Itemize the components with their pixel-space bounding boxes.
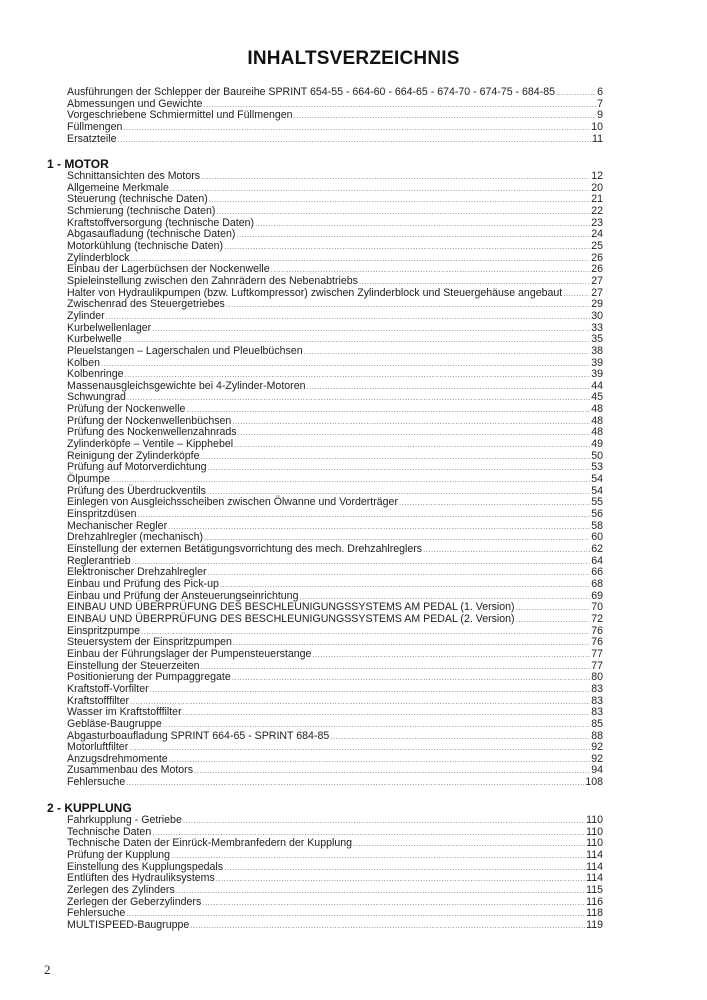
toc-entry-page: 49 [591, 438, 603, 451]
toc-entry-label: Drehzahlregler (mechanisch) [67, 531, 204, 544]
toc-entry-page: 27 [591, 274, 603, 287]
dot-leader [152, 323, 590, 335]
toc-entry[interactable] [67, 765, 603, 777]
toc-entry-label: Einspritzpumpe [67, 624, 141, 637]
toc-entry-label: Kraftstoffversorgung (technische Daten) [67, 216, 255, 229]
dot-leader [201, 171, 590, 183]
dot-leader [516, 614, 591, 626]
toc-entry-page: 110 [586, 814, 603, 826]
toc-entry-label: Prüfung des Nockenwellenzahnrads [67, 426, 237, 439]
dot-leader [208, 567, 591, 579]
toc-entry-page: 76 [591, 636, 603, 649]
dot-leader [127, 392, 590, 404]
toc-entry-label: Technische Daten [67, 825, 152, 838]
toc-entry-page: 45 [591, 391, 603, 404]
dot-leader [516, 602, 591, 614]
dot-leader [106, 311, 591, 323]
toc-entry-page: 92 [591, 752, 603, 765]
toc-entry-page: 26 [591, 263, 603, 276]
toc-entry-label: Steuersystem der Einspritzpumpen [67, 636, 232, 649]
dot-leader [224, 862, 585, 874]
toc-entry[interactable] [67, 649, 603, 661]
dot-leader [171, 850, 585, 862]
dot-leader [194, 765, 590, 777]
toc-entry[interactable] [67, 731, 603, 743]
toc-entry-page: 69 [591, 589, 603, 602]
toc-section-motor-list [67, 171, 603, 789]
toc-entry-label: Allgemeine Merkmale [67, 181, 169, 194]
toc-entry-page: 83 [591, 694, 603, 707]
toc-entry[interactable] [67, 885, 603, 897]
toc-entry-label: Kolbenringe [67, 368, 124, 381]
dot-leader [556, 87, 596, 99]
toc-entry[interactable] [67, 311, 603, 323]
toc-entry-page: 116 [586, 895, 603, 908]
toc-entry-page: 54 [591, 473, 603, 486]
toc-entry-label: Abmessungen und Gewichte [67, 97, 203, 110]
dot-leader [312, 649, 590, 661]
toc-entry-label: Technische Daten der Einrück-Membranfedern der Kupplung [67, 837, 353, 850]
toc-entry-label: Reglerantrieb [67, 554, 131, 567]
toc-entry-label: Halter von Hydraulikpumpen (bzw. Luftkompressor) zwischen Zylinderblock und Steuergehäuse angebaut [67, 286, 563, 299]
toc-entry-label: Wasser im Kraftstofffilter [67, 706, 182, 719]
toc-entry-page: 88 [591, 729, 603, 742]
dot-leader [236, 229, 590, 241]
toc-entry-label: Gebläse-Baugruppe [67, 717, 162, 730]
dot-leader [304, 346, 591, 358]
toc-entry-label: Schnittansichten des Motors [67, 170, 201, 182]
dot-leader [224, 241, 590, 253]
dot-leader [170, 183, 590, 195]
toc-entry-page: 85 [591, 717, 603, 730]
toc-entry-page: 115 [586, 883, 603, 896]
toc-entry[interactable] [67, 358, 603, 370]
toc-entry-page: 53 [591, 461, 603, 474]
dot-leader [176, 885, 585, 897]
toc-entry[interactable] [67, 815, 603, 827]
section-heading-kupplung: 2 - KUPPLUNG [47, 801, 132, 815]
toc-entry-label: Schmierung (technische Daten) [67, 204, 216, 217]
toc-entry-page: 48 [591, 403, 603, 416]
toc-entry-label: Zerlegen der Geberzylinders [67, 895, 202, 908]
dot-leader [330, 731, 590, 743]
toc-entry[interactable] [67, 171, 603, 183]
dot-leader [201, 451, 591, 463]
toc-entry-page: 119 [586, 918, 603, 931]
toc-entry[interactable] [67, 579, 603, 591]
dot-leader [423, 544, 590, 556]
toc-entry-page: 30 [591, 309, 603, 322]
toc-entry-label: Abgasaufladung (technische Daten) [67, 228, 236, 241]
toc-entry-page: 110 [586, 825, 603, 838]
toc-entry-page: 23 [591, 216, 603, 229]
toc-entry-page: 72 [591, 612, 603, 625]
dot-leader [129, 742, 590, 754]
dot-leader [294, 110, 597, 122]
dot-leader [238, 427, 591, 439]
dot-leader [359, 276, 590, 288]
dot-leader [399, 497, 590, 509]
toc-entry-label: Kolben [67, 356, 100, 369]
toc-entry-label: Einbau und Prüfung des Pick-up [67, 577, 219, 590]
toc-entry-label: EINBAU UND ÜBERPRÜFUNG DES BESCHLEUNIGUNGSSYSTEMS AM PEDAL (2. Version) [67, 612, 515, 625]
dot-leader [220, 579, 590, 591]
toc-entry-label: MULTISPEED-Baugruppe [67, 918, 190, 931]
toc-entry-label: Einspritzdüsen [67, 508, 137, 521]
toc-entry-label: Vorgeschriebene Schmiermittel und Füllmengen [67, 109, 293, 122]
toc-entry-label: Einbau der Lagerbüchsen der Nockenwelle [67, 263, 270, 276]
dot-leader [255, 218, 590, 230]
toc-entry[interactable] [67, 614, 603, 626]
toc-entry-page: 48 [591, 426, 603, 439]
toc-entry[interactable] [67, 719, 603, 731]
toc-entry-page: 60 [591, 531, 603, 544]
toc-entry[interactable] [67, 87, 603, 99]
toc-entry-label: Motorkühlung (technische Daten) [67, 239, 224, 252]
toc-entry-page: 83 [591, 706, 603, 719]
dot-leader [232, 672, 590, 684]
toc-entry-label: Fehlersuche [67, 907, 126, 920]
dot-leader [183, 707, 591, 719]
toc-entry[interactable] [67, 474, 603, 486]
toc-entry-label: Zusammenbau des Motors [67, 764, 194, 777]
toc-entry[interactable] [67, 544, 603, 556]
toc-entry-page: 22 [591, 204, 603, 217]
toc-entry[interactable] [67, 920, 603, 932]
toc-entry-page: 94 [591, 764, 603, 777]
toc-entry-page: 44 [591, 379, 603, 392]
toc-entry-label: Einstellung der Steuerzeiten [67, 659, 200, 672]
toc-entry-page: 62 [591, 543, 603, 555]
toc-entry-label: Zylinder [67, 309, 105, 322]
toc-entry-label: Abgasturboaufladung SPRINT 664-65 - SPRINT 684-85 [67, 729, 330, 742]
dot-leader [111, 474, 590, 486]
dot-leader [123, 122, 590, 134]
toc-entry-page: 110 [586, 837, 603, 850]
dot-leader [138, 509, 591, 521]
dot-leader [101, 358, 590, 370]
dot-leader [216, 873, 585, 885]
toc-entry-page: 26 [591, 251, 603, 264]
toc-entry[interactable] [67, 241, 603, 253]
toc-entry-label: Fehlersuche [67, 776, 126, 789]
toc-entry-label: Kraftstoff-Vorfilter [67, 682, 149, 695]
dot-leader [186, 404, 590, 416]
dot-leader [169, 754, 591, 766]
toc-entry-page: 108 [585, 776, 603, 789]
page-number: 2 [44, 962, 51, 977]
toc-entry-page: 38 [591, 344, 603, 357]
toc-entry-label: Positionierung der Pumpaggregate [67, 671, 231, 684]
toc-entry[interactable] [67, 276, 603, 288]
toc-entry-label: Motorluftfilter [67, 741, 129, 754]
dot-leader [226, 299, 590, 311]
toc-entry-label: Ersatzteile [67, 132, 117, 145]
toc-entry-page: 70 [591, 601, 603, 614]
toc-entry-label: Elektronischer Drehzahlregler [67, 566, 207, 579]
toc-entry-page: 77 [591, 659, 603, 672]
toc-entry-page: 58 [591, 519, 603, 532]
toc-entry-label: Pleuelstangen – Lagerschalen und Pleuelbüchsen [67, 344, 303, 357]
dot-leader [202, 897, 585, 909]
toc-entry-label: Kraftstofffilter [67, 694, 130, 707]
toc-entry[interactable] [67, 897, 603, 909]
toc-entry-label: Zwischenrad des Steuergetriebes [67, 298, 225, 311]
toc-entry[interactable] [67, 110, 603, 122]
section-heading-motor: 1 - MOTOR [47, 157, 109, 171]
toc-entry-label: Einstellung der externen Betätigungsvorrichtung des mech. Drehzahlreglers [67, 543, 423, 555]
toc-entry-page: 11 [592, 132, 603, 145]
toc-entry[interactable] [67, 509, 603, 521]
toc-entry[interactable] [67, 346, 603, 358]
dot-leader [126, 908, 585, 920]
toc-entry-label: Ausführungen der Schlepper der Baureihe SPRINT 654-55 - 664-60 - 664-65 - 674-70 - 674-75 - 684-85 [67, 86, 556, 98]
toc-entry-page: 39 [591, 356, 603, 369]
toc-entry-label: Steuerung (technische Daten) [67, 193, 208, 206]
toc-entry-page: 33 [591, 321, 603, 334]
toc-entry[interactable] [67, 323, 603, 335]
toc-entry-label: Entlüften des Hydrauliksystems [67, 872, 215, 885]
dot-leader [190, 920, 585, 932]
dot-leader [126, 777, 584, 789]
toc-entry-label: Zylinderblock [67, 251, 130, 264]
toc-entry[interactable] [67, 134, 603, 146]
toc-entry-label: Prüfung der Kupplung [67, 848, 171, 861]
toc-entry-page: 114 [586, 848, 603, 861]
toc-entry-label: Einstellung des Kupplungspedals [67, 860, 224, 873]
toc-entry-label: Mechanischer Regler [67, 519, 168, 532]
dot-leader [183, 815, 585, 827]
toc-entry[interactable] [67, 439, 603, 451]
toc-section-kupplung-list [67, 815, 603, 932]
toc-entry-page: 21 [591, 193, 603, 206]
toc-entry-page: 48 [591, 414, 603, 427]
toc-entry-page: 66 [591, 566, 603, 579]
toc-entry-page: 9 [597, 109, 603, 122]
toc-entry-page: 114 [586, 872, 603, 885]
toc-entry-label: Prüfung auf Motorverdichtung [67, 461, 207, 474]
toc-entry-label: Zerlegen des Zylinders [67, 883, 175, 896]
toc-entry-page: 6 [597, 86, 603, 98]
toc-entry[interactable] [67, 777, 603, 789]
toc-entry-label: Füllmengen [67, 120, 123, 133]
toc-entry[interactable] [67, 684, 603, 696]
toc-entry[interactable] [67, 462, 603, 474]
toc-entry-page: 10 [591, 120, 603, 133]
toc-entry-label: Prüfung der Nockenwellenbüchsen [67, 414, 232, 427]
toc-entry-page: 56 [591, 508, 603, 521]
dot-leader [201, 661, 591, 673]
dot-leader [117, 134, 591, 146]
toc-entry-label: Einbau der Führungslager der Pumpensteuerstange [67, 647, 312, 660]
toc-entry-page: 77 [591, 647, 603, 660]
toc-entry-label: Spieleinstellung zwischen den Zahnrädern des Nebenabtriebs [67, 274, 358, 287]
toc-entry-label: Einlegen von Ausgleichsscheiben zwischen Ölwanne und Vorderträger [67, 496, 398, 509]
toc-entry-page: 80 [591, 671, 603, 684]
dot-leader [130, 696, 590, 708]
toc-entry[interactable] [67, 497, 603, 509]
toc-entry[interactable] [67, 206, 603, 218]
toc-entry-page: 92 [591, 741, 603, 754]
toc-entry[interactable] [67, 122, 603, 134]
toc-entry-page: 54 [591, 484, 603, 497]
dot-leader [353, 838, 585, 850]
dot-leader [216, 206, 590, 218]
toc-entry-page: 64 [591, 554, 603, 567]
dot-leader [150, 684, 591, 696]
toc-entry-page: 50 [591, 449, 603, 462]
toc-entry[interactable] [67, 299, 603, 311]
toc-entry-page: 35 [591, 333, 603, 346]
dot-leader [209, 194, 590, 206]
toc-entry-label: EINBAU UND ÜBERPRÜFUNG DES BESCHLEUNIGUNGSSYSTEMS AM PEDAL (1. Version) [67, 601, 515, 614]
dot-leader [232, 416, 590, 428]
toc-entry-label: Reinigung der Zylinderköpfe [67, 449, 200, 462]
toc-entry-label: Schwungrad [67, 391, 126, 404]
dot-leader [208, 462, 591, 474]
toc-entry-page: 12 [591, 170, 603, 182]
toc-intro-list [67, 87, 603, 145]
dot-leader [234, 439, 590, 451]
toc-entry-page: 118 [586, 907, 603, 920]
toc-entry-page: 29 [591, 298, 603, 311]
toc-entry-page: 27 [591, 286, 603, 299]
toc-entry-label: Einbau und Prüfung der Ansteuerungseinrichtung [67, 589, 299, 602]
toc-entry-label: Massenausgleichsgewichte bei 4-Zylinder-Motoren [67, 379, 306, 392]
toc-entry-page: 20 [591, 181, 603, 194]
toc-entry[interactable] [67, 850, 603, 862]
dot-leader [563, 288, 590, 300]
toc-entry[interactable] [67, 381, 603, 393]
toc-entry-label: Kurbelwelle [67, 333, 122, 346]
dot-leader [163, 719, 590, 731]
toc-entry-label: Ölpumpe [67, 473, 110, 486]
toc-entry-label: Prüfung der Nockenwelle [67, 403, 186, 416]
toc-entry-page: 39 [591, 368, 603, 381]
toc-entry-page: 83 [591, 682, 603, 695]
dot-leader [168, 521, 590, 533]
dot-leader [306, 381, 590, 393]
toc-entry-page: 76 [591, 624, 603, 637]
toc-entry-label: Fahrkupplung - Getriebe [67, 814, 182, 826]
toc-entry-page: 25 [591, 239, 603, 252]
toc-entry-label: Kurbelwellenlager [67, 321, 152, 334]
page-title: INHALTSVERZEICHNIS [247, 48, 460, 69]
toc-entry-label: Zylinderköpfe – Ventile – Kipphebel [67, 438, 234, 451]
toc-entry-label: Prüfung des Überdruckventils [67, 484, 206, 497]
toc-entry-page: 55 [591, 496, 603, 509]
toc-entry-page: 68 [591, 577, 603, 590]
toc-entry-page: 114 [586, 860, 603, 873]
toc-entry-page: 24 [591, 228, 603, 241]
toc-entry-label: Anzugsdrehmomente [67, 752, 168, 765]
toc-entry-page: 7 [597, 97, 603, 110]
